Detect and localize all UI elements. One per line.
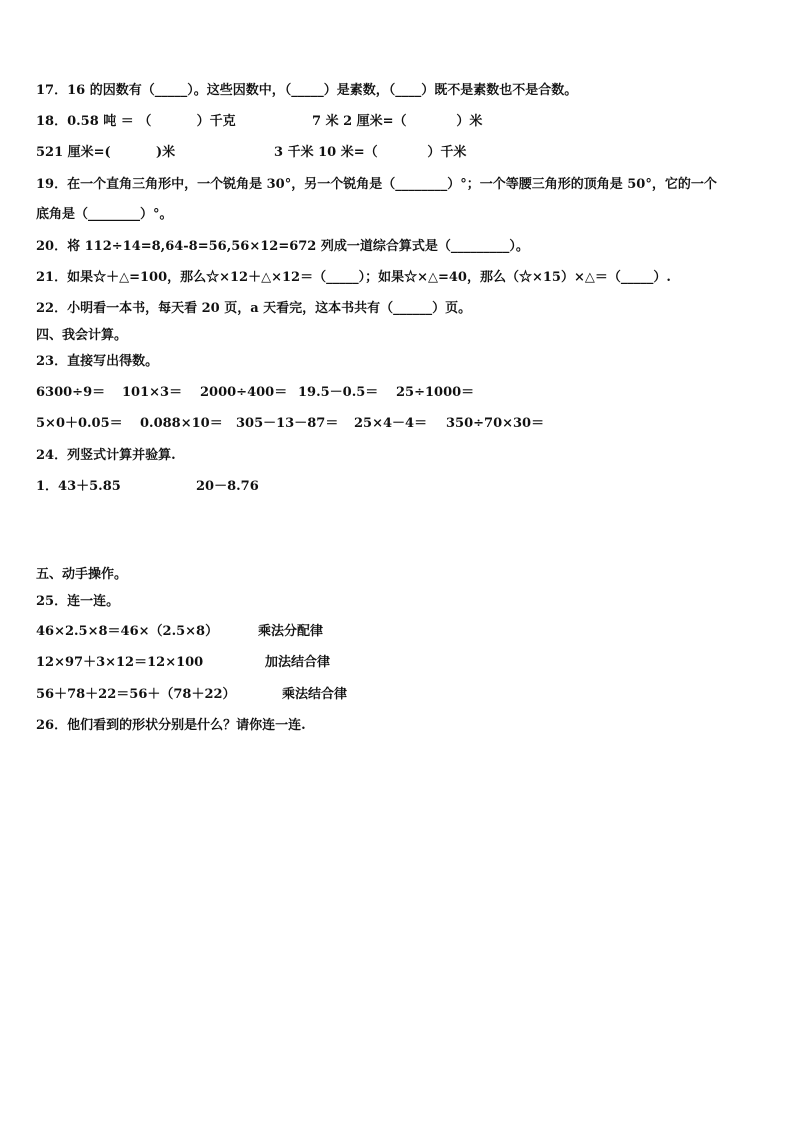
question-24-part-a: 1．43＋5.85	[36, 479, 121, 494]
calc-item: 0.088×10＝	[140, 416, 223, 431]
calc-item: 2000÷400＝	[200, 385, 288, 400]
question-20: 20．将 112÷14=8,64-8=56,56×12=672 列成一道综合算式是（_________）。	[36, 239, 529, 254]
question-22: 22．小明看一本书，每天看 20 页，a 天看完，这本书共有（______）页。	[36, 301, 472, 316]
question-19-line-1: 19．在一个直角三角形中，一个锐角是 30°，另一个锐角是（________）°；一个等腰三角形的顶角是 50°，它的一个	[36, 177, 717, 192]
question-24-title: 24．列竖式计算并验算.	[36, 448, 176, 463]
calc-item: 25×4－4＝	[354, 416, 428, 431]
match-left-item: 46×2.5×8＝46×（2.5×8）	[36, 624, 219, 639]
question-18-part-d: 3 千米 10 米=（ ）千米	[274, 145, 467, 160]
calc-item: 350÷70×30＝	[446, 416, 545, 431]
question-25-title: 25．连一连。	[36, 594, 120, 609]
calc-item: 19.5－0.5＝	[298, 385, 379, 400]
match-right-item: 乘法分配律	[258, 624, 324, 639]
question-19-line-2: 底角是（________）°。	[36, 207, 173, 222]
calc-item: 5×0＋0.05＝	[36, 416, 123, 431]
question-18-part-c: 521 厘米=( )米	[36, 145, 176, 160]
section-4-heading: 四、我会计算。	[36, 328, 128, 343]
calc-item: 305－13－87＝	[236, 416, 339, 431]
question-17: 17．16 的因数有（_____）。这些因数中，（_____）是素数，（____）既不是素数也不是合数。	[36, 83, 578, 98]
question-26: 26．他们看到的形状分别是什么？请你连一连.	[36, 718, 306, 733]
match-left-item: 12×97＋3×12＝12×100	[36, 655, 204, 670]
question-18-part-a: 18．0.58 吨 ＝ （ ）千克	[36, 114, 236, 129]
match-right-item: 加法结合律	[265, 655, 331, 670]
match-right-item: 乘法结合律	[282, 687, 348, 702]
question-23-title: 23．直接写出得数。	[36, 354, 159, 369]
question-24-part-b: 20－8.76	[196, 479, 259, 494]
match-left-item: 56＋78＋22＝56＋（78＋22）	[36, 687, 236, 702]
question-21: 21．如果☆＋△=100，那么☆×12＋△×12＝（_____）；如果☆×△=40，那么（☆×15）×△＝（_____）.	[36, 270, 671, 285]
calc-item: 101×3＝	[122, 385, 183, 400]
question-18-part-b: 7 米 2 厘米=（ ）米	[312, 114, 483, 129]
calc-item: 6300÷9＝	[36, 385, 106, 400]
calc-item: 25÷1000＝	[396, 385, 475, 400]
section-5-heading: 五、动手操作。	[36, 567, 128, 582]
